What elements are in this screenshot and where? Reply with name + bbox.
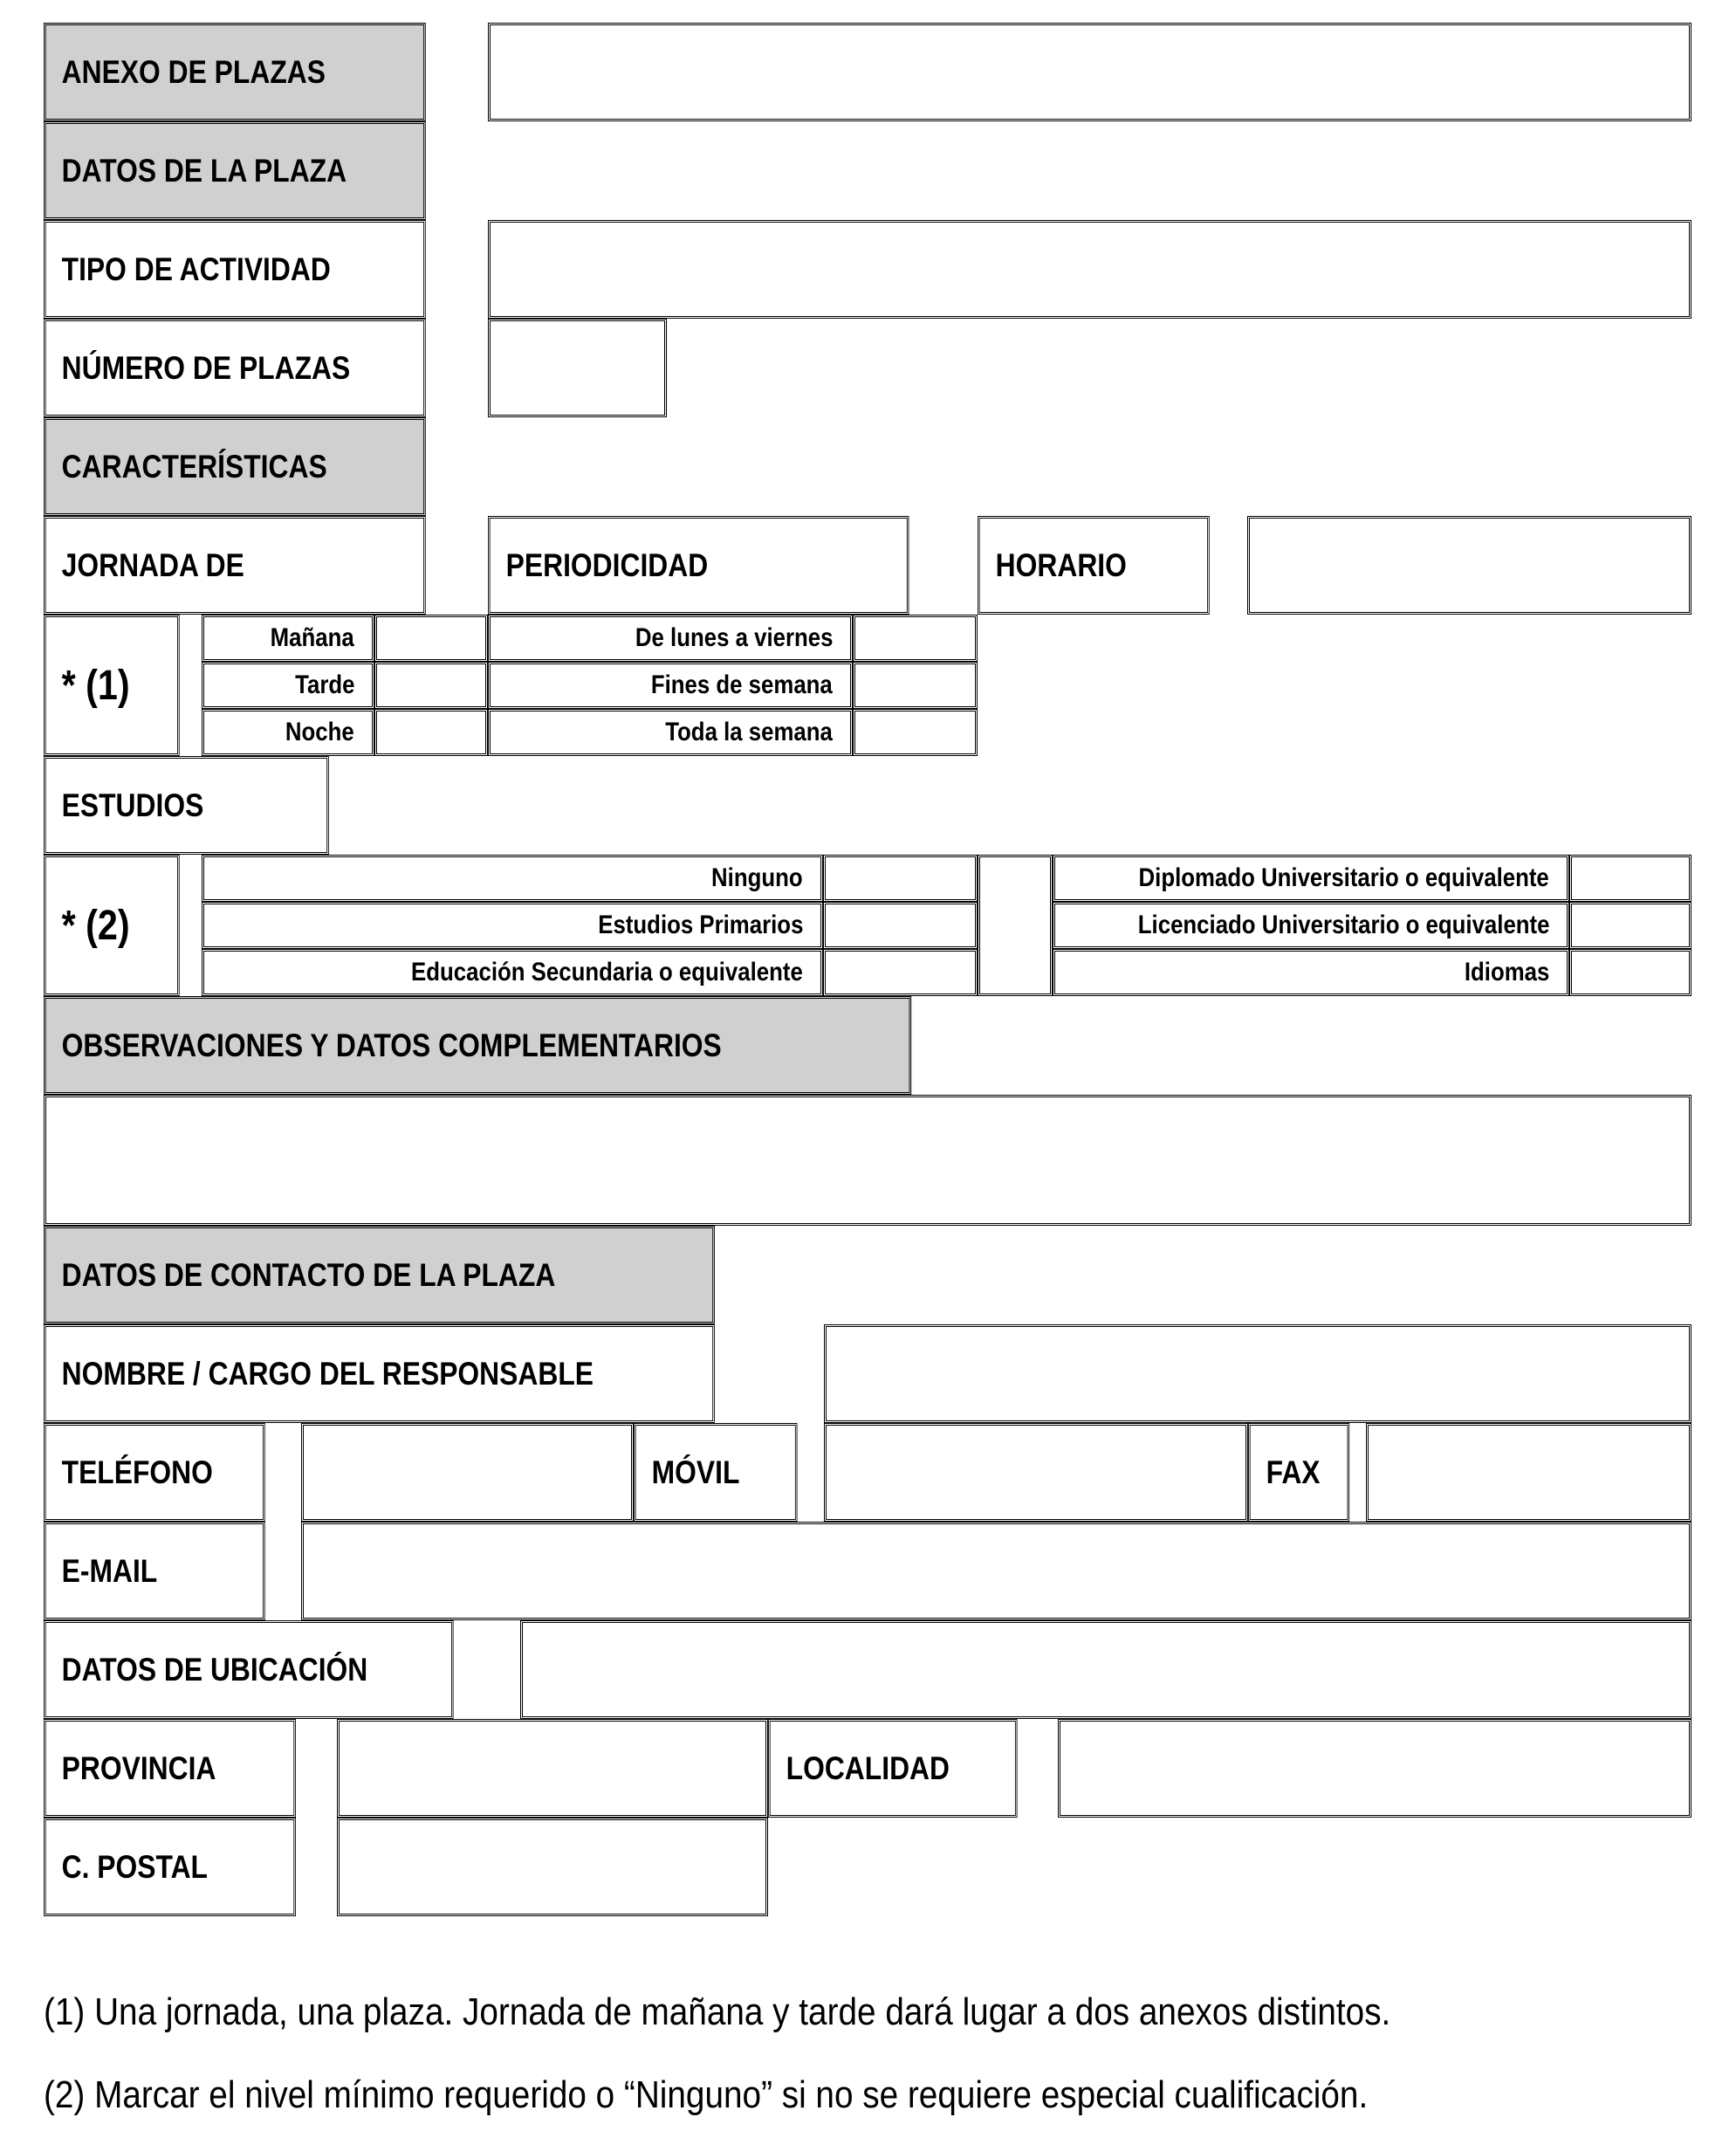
fax-label: FAX <box>1248 1423 1349 1522</box>
fax-field[interactable] <box>1366 1423 1691 1522</box>
footnote-2: (2) Marcar el nivel mínimo requerido o “Ninguno” si no se requiere especial cualificación. <box>44 2073 1369 2116</box>
estudios-option-secundaria: Educación Secundaria o equivalente <box>202 949 823 996</box>
estudios-checkbox-ninguno[interactable] <box>823 855 978 902</box>
numero-de-plazas-field[interactable] <box>488 319 667 417</box>
estudios-option-licenciado: Licenciado Universitario o equivalente <box>1053 902 1569 949</box>
c-postal-label: C. POSTAL <box>44 1818 296 1916</box>
localidad-label: LOCALIDAD <box>768 1719 1018 1818</box>
estudios-option-ninguno: Ninguno <box>202 855 823 902</box>
anexo-de-plazas-field[interactable] <box>488 23 1691 121</box>
c-postal-field[interactable] <box>337 1818 768 1916</box>
estudios-option-idiomas: Idiomas <box>1053 949 1569 996</box>
telefono-label: TELÉFONO <box>44 1423 265 1522</box>
jornada-checkbox-tarde[interactable] <box>374 662 488 709</box>
anexo-de-plazas-label: ANEXO DE PLAZAS <box>44 23 426 121</box>
observaciones-header: OBSERVACIONES Y DATOS COMPLEMENTARIOS <box>44 996 911 1095</box>
caracteristicas-header: CARACTERÍSTICAS <box>44 417 426 516</box>
footnote-1: (1) Una jornada, una plaza. Jornada de mañana y tarde dará lugar a dos anexos distintos. <box>44 1990 1391 2033</box>
provincia-field[interactable] <box>337 1719 768 1818</box>
jornada-option-tarde: Tarde <box>202 662 374 709</box>
jornada-option-manana: Mañana <box>202 615 374 662</box>
observaciones-field[interactable] <box>44 1095 1691 1226</box>
datos-de-contacto-header: DATOS DE CONTACTO DE LA PLAZA <box>44 1226 715 1324</box>
estudios-checkbox-idiomas[interactable] <box>1569 949 1691 996</box>
estudios-option-primarios: Estudios Primarios <box>202 902 823 949</box>
periodicidad-checkbox-fines-semana[interactable] <box>853 662 978 709</box>
horario-label: HORARIO <box>978 516 1210 615</box>
jornada-marker: * (1) <box>44 615 180 756</box>
periodicidad-option-fines-semana: Fines de semana <box>488 662 853 709</box>
datos-de-la-plaza-header: DATOS DE LA PLAZA <box>44 121 426 220</box>
estudios-checkbox-secundaria[interactable] <box>823 949 978 996</box>
jornada-checkbox-manana[interactable] <box>374 615 488 662</box>
estudios-option-diplomado: Diplomado Universitario o equivalente <box>1053 855 1569 902</box>
jornada-de-label: JORNADA DE <box>44 516 426 615</box>
estudios-spacer <box>978 855 1053 996</box>
jornada-option-noche: Noche <box>202 709 374 756</box>
periodicidad-option-toda-semana: Toda la semana <box>488 709 853 756</box>
periodicidad-label: PERIODICIDAD <box>488 516 909 615</box>
movil-field[interactable] <box>824 1423 1248 1522</box>
estudios-checkbox-licenciado[interactable] <box>1569 902 1691 949</box>
datos-de-ubicacion-label: DATOS DE UBICACIÓN <box>44 1620 454 1719</box>
tipo-de-actividad-field[interactable] <box>488 220 1691 319</box>
nombre-cargo-label: NOMBRE / CARGO DEL RESPONSABLE <box>44 1324 715 1423</box>
localidad-field[interactable] <box>1058 1719 1691 1818</box>
estudios-marker: * (2) <box>44 855 180 996</box>
estudios-checkbox-diplomado[interactable] <box>1569 855 1691 902</box>
email-field[interactable] <box>301 1522 1691 1620</box>
telefono-field[interactable] <box>301 1423 634 1522</box>
estudios-label: ESTUDIOS <box>44 756 329 855</box>
datos-de-ubicacion-field[interactable] <box>520 1620 1691 1719</box>
nombre-cargo-field[interactable] <box>824 1324 1691 1423</box>
movil-label: MÓVIL <box>634 1423 797 1522</box>
horario-field[interactable] <box>1247 516 1691 615</box>
periodicidad-checkbox-lunes-viernes[interactable] <box>853 615 978 662</box>
provincia-label: PROVINCIA <box>44 1719 296 1818</box>
jornada-checkbox-noche[interactable] <box>374 709 488 756</box>
periodicidad-option-lunes-viernes: De lunes a viernes <box>488 615 853 662</box>
periodicidad-checkbox-toda-semana[interactable] <box>853 709 978 756</box>
estudios-checkbox-primarios[interactable] <box>823 902 978 949</box>
tipo-de-actividad-label: TIPO DE ACTIVIDAD <box>44 220 426 319</box>
email-label: E-MAIL <box>44 1522 265 1620</box>
numero-de-plazas-label: NÚMERO DE PLAZAS <box>44 319 426 417</box>
